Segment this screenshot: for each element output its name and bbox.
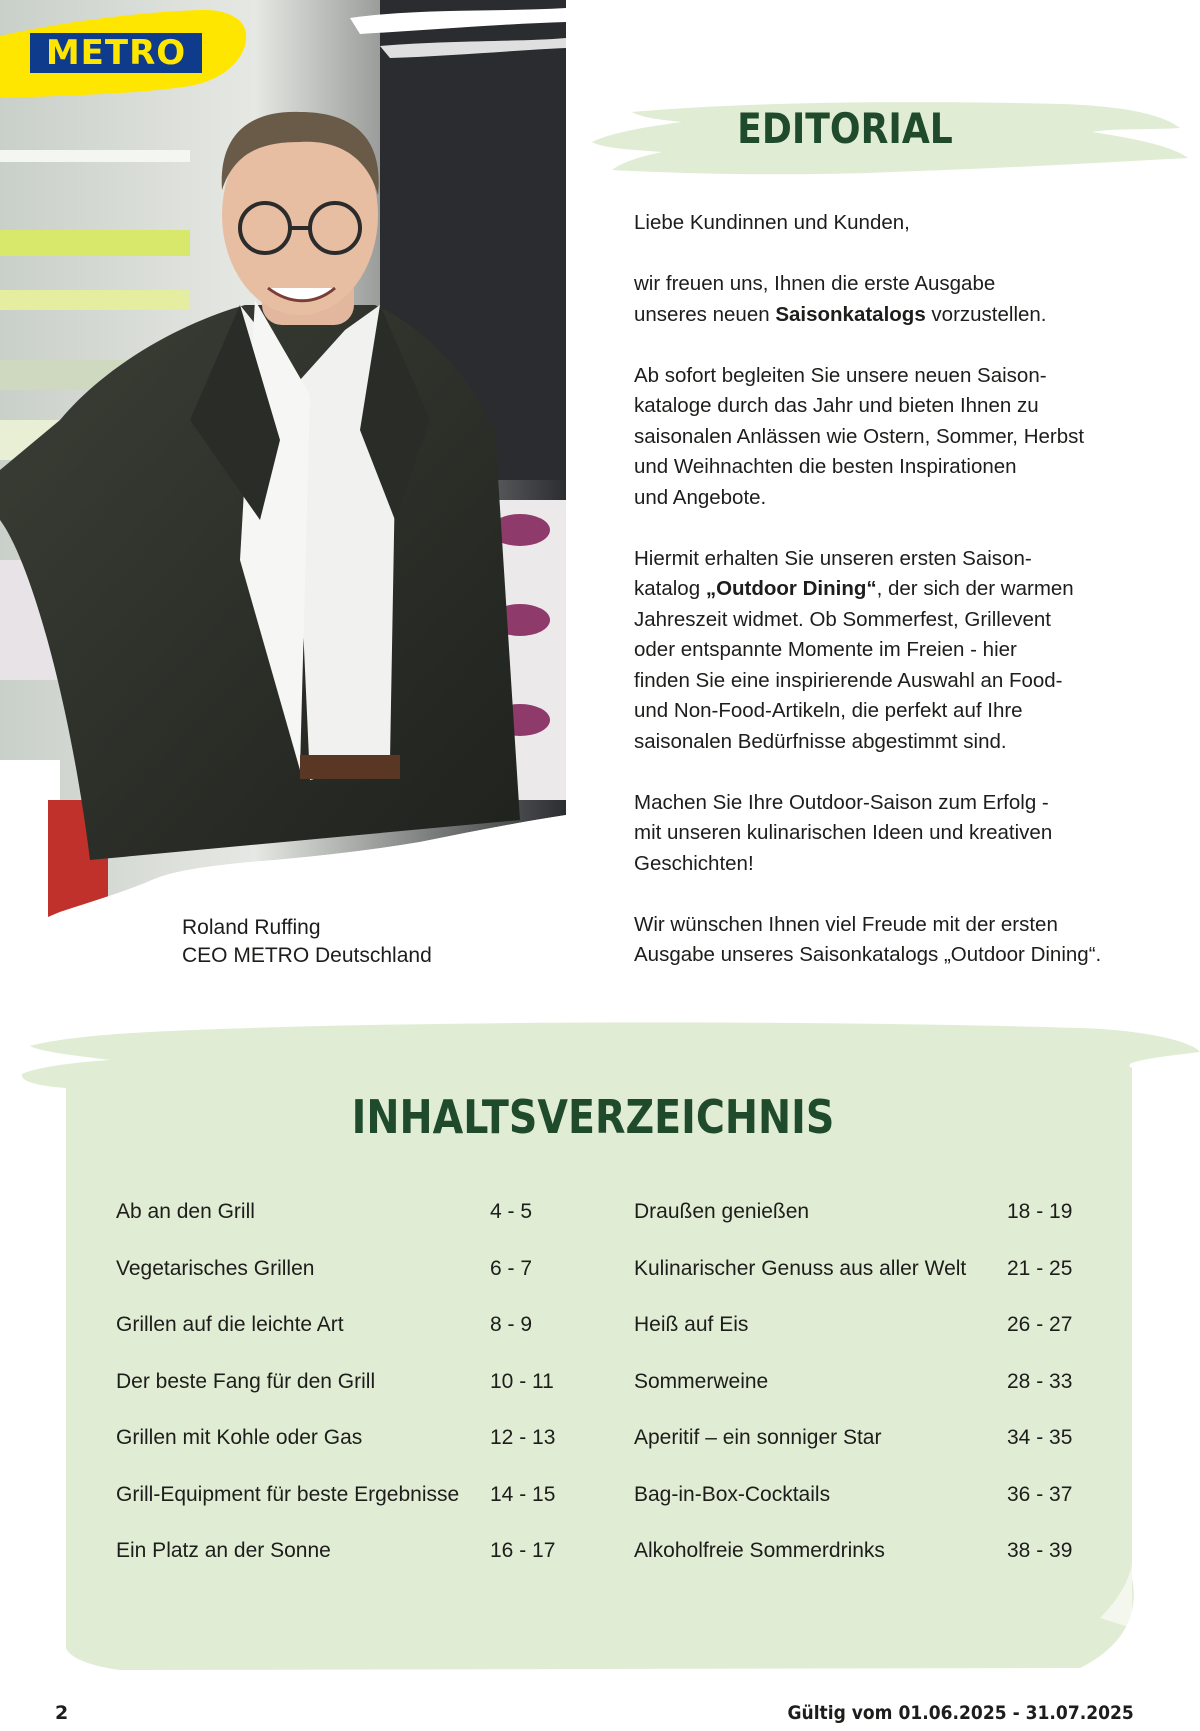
editorial-line: Geschichten! [634,851,754,875]
editorial-line: mit unseren kulinarischen Ideen und kreativen [634,821,1053,844]
contents-row-label: Alkoholfreie Sommerdrinks [634,1539,885,1562]
text-fragment: vorzustellen. [925,302,1047,326]
contents-row-pages: 4 - 5 [490,1200,533,1223]
caption-name: Roland Ruffing [182,916,321,939]
editorial-title: EDITORIAL [737,104,953,153]
contents-row-pages: 8 - 9 [490,1313,533,1336]
contents-row-label: Vegetarisches Grillen [116,1256,315,1280]
contents-row-label: Aperitif – ein sonniger Star [634,1426,882,1449]
portrait-photo [0,0,566,960]
highlight-saisonkatalogs: Saisonkatalogs [775,302,926,326]
contents-row-pages: 34 - 35 [1007,1426,1073,1449]
contents-row-pages: 18 - 19 [1007,1200,1073,1223]
editorial-line: und Angebote. [634,485,767,509]
editorial-line: Jahreszeit widmet. Ob Sommerfest, Grillevent [634,607,1051,631]
contents-row-pages: 36 - 37 [1007,1482,1073,1506]
contents-row-pages: 38 - 39 [1007,1539,1073,1562]
photo-caption [182,914,542,970]
contents-row-pages: 28 - 33 [1007,1369,1073,1393]
editorial-line: Liebe Kundinnen und Kunden, [634,211,910,234]
editorial-line: Wir wünschen Ihnen viel Freude mit der ersten [634,912,1058,936]
contents-row-pages: 16 - 17 [490,1539,556,1562]
page-number: 2 [55,1702,69,1724]
contents-row-label: Grill-Equipment für beste Ergebnisse [116,1482,460,1506]
highlight-outdoor-dining: „Outdoor Dining“ [705,577,877,600]
contents-row-label: Draußen genießen [634,1200,810,1223]
editorial-line: und Non-Food-Artikeln, die perfekt auf Ihre [634,699,1023,722]
contents-row-pages: 12 - 13 [490,1426,556,1449]
contents-row-label: Grillen auf die leichte Art [116,1313,344,1336]
editorial-line: Machen Sie Ihre Outdoor-Saison zum Erfolg - [634,790,1049,814]
caption-role: CEO METRO Deutschland [182,944,432,967]
contents-row-label: Kulinarischer Genuss aus aller Welt [634,1256,967,1280]
editorial-body [634,208,1104,1001]
editorial-line: saisonalen Bedürfnisse abgestimmt sind. [634,729,1007,753]
contents-row-label: Der beste Fang für den Grill [116,1369,376,1393]
contents-row-pages: 10 - 11 [490,1369,554,1393]
editorial-line: wir freuen uns, Ihnen die erste Ausgabe [634,272,996,295]
contents-row-label: Heiß auf Eis [634,1313,749,1336]
portrait-photo-icon [0,0,566,960]
editorial-line: kataloge durch das Jahr und bieten Ihnen zu [634,394,1039,417]
text-fragment: katalog [634,577,706,600]
contents-row-label: Bag-in-Box-Cocktails [634,1482,831,1506]
editorial-line: saisonalen Anlässen wie Ostern, Sommer, Herbst [634,424,1085,448]
editorial-paragraph-1 [634,269,1104,330]
metro-logo[interactable] [0,0,260,100]
editorial-line: Ausgabe unseres Saisonkatalogs „Outdoor Dining“. [634,943,1102,966]
contents-row-pages: 26 - 27 [1007,1313,1073,1336]
contents-row-pages: 21 - 25 [1007,1256,1073,1280]
editorial-paragraph-3 [634,544,1104,758]
text-fragment: , der sich der warmen [876,577,1074,600]
contents-row-pages: 6 - 7 [490,1256,533,1280]
editorial-line [634,574,1104,605]
editorial-line [634,300,1104,331]
contents-row-label: Grillen mit Kohle oder Gas [116,1426,363,1449]
editorial-line: Ab sofort begleiten Sie unsere neuen Saison- [634,363,1047,387]
contents-row-pages: 14 - 15 [490,1482,556,1506]
logo-text: METRO [45,33,187,73]
contents-row-label: Ab an den Grill [116,1200,255,1223]
editorial-paragraph-5 [634,910,1104,971]
contents-row-label: Sommerweine [634,1369,769,1393]
validity-period: Gültig vom 01.06.2025 - 31.07.2025 [787,1702,1134,1724]
editorial-line: und Weihnachten die besten Inspirationen [634,455,1017,478]
contents-row-label: Ein Platz an der Sonne [116,1539,331,1562]
editorial-greeting [634,208,1104,239]
editorial-paragraph-4 [634,788,1104,880]
editorial-paragraph-2 [634,361,1104,514]
editorial-line: finden Sie eine inspirierende Auswahl an Food- [634,668,1063,692]
editorial-line: Hiermit erhalten Sie unseren ersten Saison- [634,546,1032,570]
logo-box [27,30,205,76]
editorial-line: oder entspannte Momente im Freien - hier [634,638,1017,661]
contents-title: INHALTSVERZEICHNIS [351,1090,835,1144]
text-fragment: unseres neuen [634,302,776,326]
